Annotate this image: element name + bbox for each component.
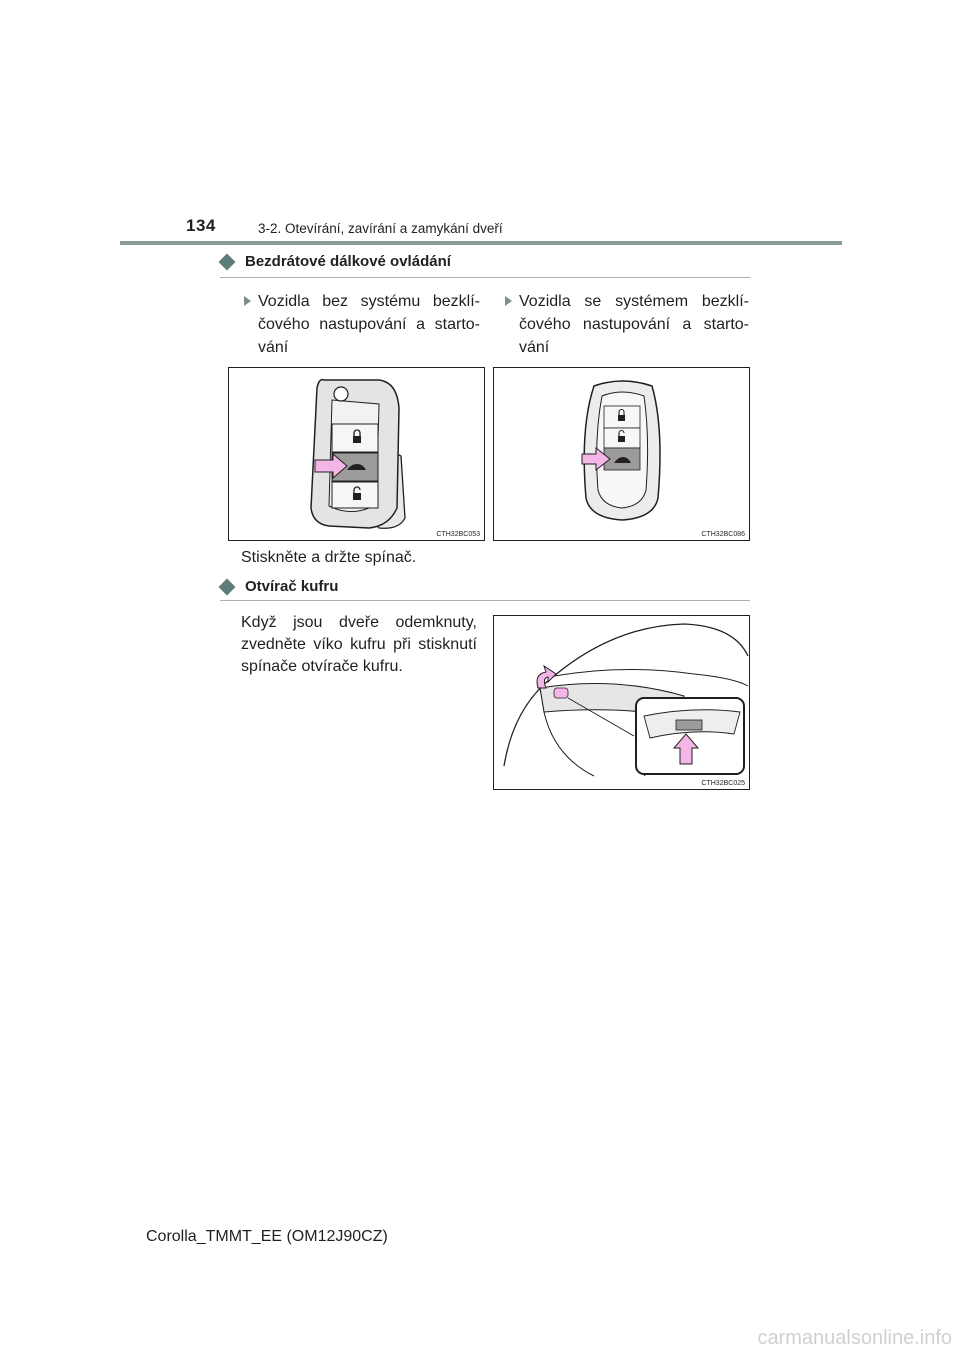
- chapter-title: 3-2. Otevírání, zavírání a zamykání dveří: [258, 221, 503, 236]
- figure-flip-key: [228, 367, 485, 541]
- figure-code: CTH32BC053: [436, 531, 480, 538]
- column-left-heading: [258, 290, 480, 359]
- footer-model-code: Corolla_TMMT_EE (OM12J90CZ): [146, 1228, 388, 1245]
- watermark-text: carmanualsonline.info: [757, 1327, 952, 1349]
- section-title-trunk: Otvírač kufru: [245, 578, 339, 595]
- figure-trunk-opener: [493, 615, 750, 790]
- column-left-label: Vozidla bez systému bezklí-čového nastupování a starto-vání: [258, 293, 480, 356]
- trunk-instructions: Když jsou dveře odemknuty, zvedněte víko kufru při stisknutí spínače otvírače kufru.: [241, 614, 477, 675]
- trunk-illustration: [494, 616, 749, 789]
- diamond-bullet-icon: [219, 253, 236, 270]
- page-number: 134: [186, 216, 216, 235]
- section-divider: [220, 600, 750, 601]
- triangle-bullet-icon: [244, 296, 251, 306]
- section-title-remote: Bezdrátové dálkové ovládání: [245, 253, 451, 270]
- flip-key-illustration: [229, 368, 484, 540]
- caption-press-hold: Stiskněte a držte spínač.: [241, 549, 417, 566]
- triangle-bullet-icon: [505, 296, 512, 306]
- figure-code: CTH32BC086: [701, 531, 745, 538]
- diamond-bullet-icon: [219, 578, 236, 595]
- header-divider: [120, 241, 842, 245]
- column-right-label: Vozidla se systémem bezklí-čového nastupování a starto-vání: [519, 293, 749, 356]
- section-divider: [220, 277, 750, 278]
- section-heading-trunk: [221, 578, 338, 595]
- section-heading-remote: [221, 253, 451, 270]
- figure-code: CTH32BC025: [701, 780, 745, 787]
- smart-key-illustration: [494, 368, 749, 540]
- figure-smart-key: [493, 367, 750, 541]
- column-right-heading: [519, 290, 749, 359]
